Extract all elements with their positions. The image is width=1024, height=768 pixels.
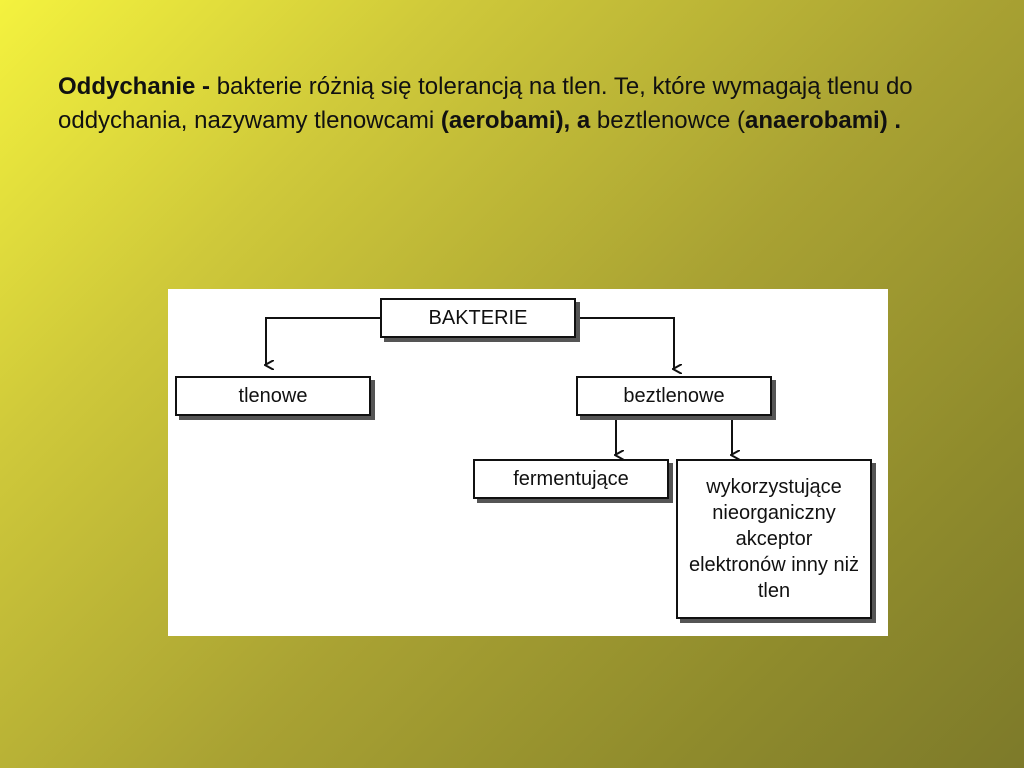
intro-text-1: bakterie różnią się tolerancją na tlen. Te, które wymagają tlenu do oddychania, nazywamy tlenowcami xyxy=(58,73,913,134)
inorganic-acceptor-label: wykorzystujące nieorganiczny akceptor elektronów inny niż tlen xyxy=(688,476,860,602)
aerobic-label: tlenowe xyxy=(238,385,308,407)
root-box-bakterie xyxy=(380,298,576,338)
anaerobic-label: beztlenowe xyxy=(623,385,725,407)
box-aerobic xyxy=(175,376,371,416)
root-label: BAKTERIE xyxy=(428,307,528,329)
box-fermenting xyxy=(473,459,669,499)
fermenting-label: fermentujące xyxy=(513,468,629,490)
intro-term: Oddychanie - xyxy=(58,73,211,100)
intro-anaerobes: anaerobami) . xyxy=(745,107,902,134)
intro-text-2: beztlenowce ( xyxy=(590,107,745,134)
connector-to-aerobic xyxy=(266,318,380,365)
intro-aerobes: (aerobami), a xyxy=(440,107,591,134)
bacteria-diagram xyxy=(168,289,888,636)
intro-paragraph xyxy=(58,70,958,138)
connector-to-anaerobic xyxy=(576,318,674,369)
box-inorganic-acceptor xyxy=(676,459,872,619)
box-anaerobic xyxy=(576,376,772,416)
